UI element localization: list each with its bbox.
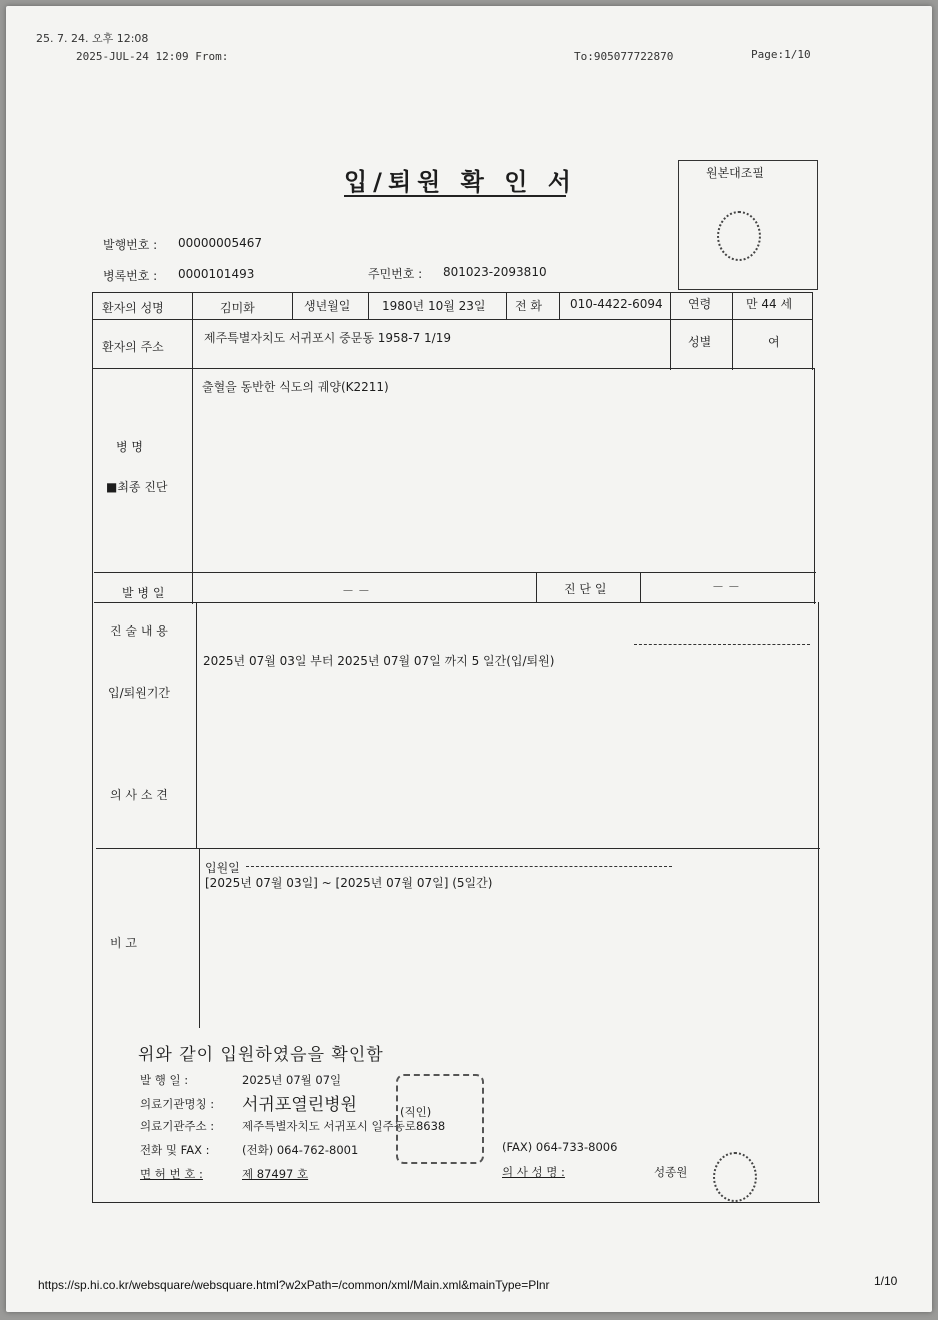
onset-label: 발 병 일 bbox=[122, 586, 165, 600]
period-label: 입/퇴원기간 bbox=[108, 686, 171, 700]
copy-check-label: 원본대조필 bbox=[706, 166, 764, 180]
sex-label: 성별 bbox=[688, 335, 712, 349]
inst-name-label: 의료기관명칭 : bbox=[140, 1097, 215, 1111]
resident-no-label: 주민번호 : bbox=[368, 267, 423, 281]
fax-to: To:905077722870 bbox=[574, 50, 674, 63]
remarks-line1: 입원일 bbox=[205, 861, 240, 875]
address: 제주특별자치도 서귀포시 중문동 1958-7 1/19 bbox=[204, 331, 451, 345]
doctor-seal-icon bbox=[713, 1152, 757, 1202]
inst-addr-label: 의료기관주소 : bbox=[140, 1119, 215, 1133]
age-label: 연령 bbox=[688, 297, 712, 311]
record-no-label: 병록번호 : bbox=[103, 269, 158, 283]
footer-page: 1/10 bbox=[874, 1274, 898, 1288]
statement-content-label: 진 술 내 용 bbox=[110, 624, 168, 638]
phone-label: 전 화 bbox=[515, 299, 542, 313]
copy-check-seal-icon bbox=[717, 211, 761, 261]
doctor-name: 성종원 bbox=[654, 1165, 688, 1179]
patient-name: 김미화 bbox=[220, 301, 255, 315]
dob-label: 생년월일 bbox=[304, 299, 351, 313]
issue-date: 2025년 07월 07일 bbox=[242, 1073, 342, 1087]
issue-no: 00000005467 bbox=[178, 236, 262, 250]
fax-line-from: 2025-JUL-24 12:09 From: bbox=[76, 50, 229, 63]
issue-no-label: 발행번호 : bbox=[103, 238, 158, 252]
age: 만 44 세 bbox=[746, 297, 793, 311]
phone: 010-4422-6094 bbox=[570, 297, 663, 311]
document-page bbox=[6, 6, 932, 1312]
remarks-label: 비 고 bbox=[110, 936, 137, 950]
inst-name: 서귀포열린병원 bbox=[242, 1095, 357, 1115]
license-label: 면 허 번 호 : bbox=[140, 1167, 203, 1181]
diag-date-label: 진 단 일 bbox=[564, 582, 607, 596]
inst-fax: (FAX) 064-733-8006 bbox=[502, 1140, 618, 1154]
resident-no: 801023-2093810 bbox=[443, 265, 547, 279]
patient-name-label: 환자의 성명 bbox=[102, 301, 164, 315]
sex: 여 bbox=[768, 335, 780, 349]
final-diagnosis-label: ■최종 진단 bbox=[106, 480, 168, 494]
title-underline bbox=[344, 195, 566, 197]
license-no: 제 87497 호 bbox=[242, 1167, 309, 1181]
print-datetime: 25. 7. 24. 오후 12:08 bbox=[36, 32, 149, 45]
issue-date-label: 발 행 일 : bbox=[140, 1073, 189, 1087]
opinion-label: 의 사 소 견 bbox=[110, 788, 168, 802]
diagnosis-label: 병 명 bbox=[116, 440, 143, 454]
document-title: 입/퇴원 확 인 서 bbox=[344, 168, 577, 196]
remarks-line2: [2025년 07월 03일] ~ [2025년 07월 07일] (5일간) bbox=[205, 876, 493, 890]
phone-fax-label: 전화 및 FAX : bbox=[140, 1143, 210, 1157]
inst-phone: (전화) 064-762-8001 bbox=[242, 1143, 359, 1157]
period-text: 2025년 07월 03일 부터 2025년 07월 07일 까지 5 일간(입/퇴원) bbox=[203, 654, 555, 668]
record-no: 0000101493 bbox=[178, 267, 255, 281]
inst-addr: 제주특별자치도 서귀포시 일주동로8638 bbox=[242, 1119, 446, 1133]
doctor-label: 의 사 성 명 : bbox=[502, 1165, 565, 1179]
confirm-statement: 위와 같이 입원하였음을 확인함 bbox=[138, 1045, 384, 1065]
dob: 1980년 10월 23일 bbox=[382, 299, 486, 313]
address-label: 환자의 주소 bbox=[102, 340, 164, 354]
diag-date-value: － － bbox=[712, 580, 740, 594]
fax-page: Page:1/10 bbox=[751, 48, 811, 61]
diagnosis-text: 출혈을 동반한 식도의 궤양(K2211) bbox=[202, 380, 389, 394]
footer-url: https://sp.hi.co.kr/websquare/websquare.html?w2xPath=/common/xml/Main.xml&mainType=Plnr bbox=[38, 1278, 550, 1292]
onset-value: － － bbox=[342, 584, 370, 598]
seal-text: (직인) bbox=[400, 1105, 432, 1119]
